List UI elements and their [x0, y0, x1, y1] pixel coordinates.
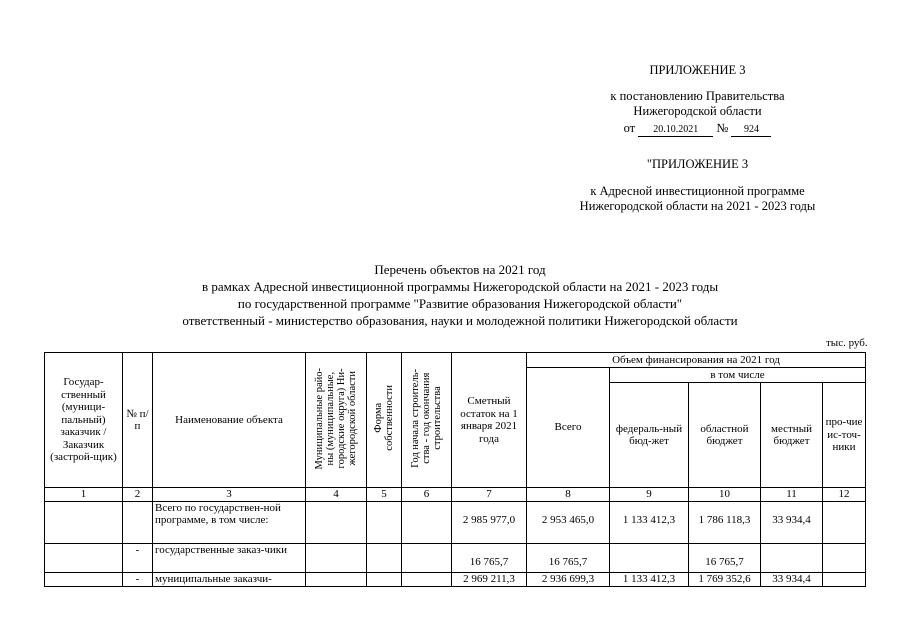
- number-label: №: [716, 121, 729, 135]
- heading-line-4: ответственный - министерство образования, науки и молодежной политики Нижегородской области: [182, 313, 738, 328]
- heading-line-3: по государственной программе "Развитие образования Нижегородской области": [237, 296, 683, 311]
- table-row: [45, 543, 866, 572]
- cell-municipal: [306, 543, 367, 572]
- cell-regional: 1 786 118,3: [689, 501, 761, 543]
- cell-local: [761, 543, 823, 572]
- header-ownership: [367, 353, 402, 488]
- cell-years: [402, 543, 452, 572]
- header-local: местный бюджет: [761, 383, 823, 488]
- column-number: 12: [823, 488, 866, 502]
- heading-line-1: Перечень объектов на 2021 год: [374, 262, 546, 277]
- header-regional: областной бюджет: [689, 383, 761, 488]
- cell-regional: 1 769 352,6: [689, 572, 761, 586]
- header-funding: Объем финансирования на 2021 год: [527, 353, 866, 368]
- years-vertical-text: Год начала строитель- ства - год окончания строительства: [410, 368, 443, 468]
- program-line-1: к Адресной инвестиционной программе: [590, 184, 805, 198]
- quoted-appendix-title: "ПРИЛОЖЕНИЕ 3: [646, 157, 749, 171]
- cell-municipal: [306, 572, 367, 586]
- cell-local: 33 934,4: [761, 572, 823, 586]
- header-name: Наименование объекта: [153, 353, 306, 488]
- cell-ownership: [367, 572, 402, 586]
- cell-customer: [45, 501, 123, 543]
- column-number: 3: [153, 488, 306, 502]
- unit-label: тыс. руб.: [826, 337, 868, 349]
- resolution-date-number: [520, 121, 875, 137]
- heading-line-2: в рамках Адресной инвестиционной программы Нижегородской области на 2021 - 2023 годы: [201, 279, 719, 294]
- header-municipal: [306, 353, 367, 488]
- column-number: 10: [689, 488, 761, 502]
- cell-total: 2 953 465,0: [527, 501, 610, 543]
- cell-ownership: [367, 543, 402, 572]
- cell-balance: 2 969 211,3: [452, 572, 527, 586]
- column-number: 9: [610, 488, 689, 502]
- cell-other: [823, 572, 866, 586]
- cell-federal: 1 133 412,3: [610, 501, 689, 543]
- objects-table: [44, 352, 866, 587]
- cell-name: государственные заказ-чики: [153, 543, 306, 572]
- header-customer: Государ-ственный (муници-пальный) заказчик / Заказчик (застрой-щик): [45, 353, 123, 488]
- header-balance: Сметный остаток на 1 января 2021 года: [452, 353, 527, 488]
- cell-other: [823, 501, 866, 543]
- table-row: [45, 501, 866, 543]
- cell-num: -: [123, 572, 153, 586]
- appendix-title: ПРИЛОЖЕНИЕ 3: [649, 63, 746, 77]
- cell-total: 16 765,7: [527, 543, 610, 572]
- column-number: 8: [527, 488, 610, 502]
- cell-other: [823, 543, 866, 572]
- column-number: 4: [306, 488, 367, 502]
- appendix-line-2: Нижегородской области: [633, 104, 762, 118]
- header-including: в том числе: [610, 368, 866, 383]
- cell-num: [123, 501, 153, 543]
- resolution-date: 20.10.2021: [638, 124, 713, 137]
- resolution-number: 924: [731, 124, 771, 137]
- table-row: [45, 572, 866, 586]
- column-number: 2: [123, 488, 153, 502]
- header-total: Всего: [527, 368, 610, 488]
- column-number: 7: [452, 488, 527, 502]
- column-number: 1: [45, 488, 123, 502]
- program-line-2: Нижегородской области на 2021 - 2023 годы: [579, 199, 816, 213]
- from-label: от: [623, 121, 636, 135]
- cell-balance: 16 765,7: [452, 543, 527, 572]
- header-num: № п/п: [123, 353, 153, 488]
- appendix-line-1: к постановлению Правительства: [610, 89, 785, 103]
- column-number: 5: [367, 488, 402, 502]
- cell-municipal: [306, 501, 367, 543]
- column-number: 11: [761, 488, 823, 502]
- cell-total: 2 936 699,3: [527, 572, 610, 586]
- header-other: про-чие ис-точ-ники: [823, 383, 866, 488]
- cell-ownership: [367, 501, 402, 543]
- cell-regional: 16 765,7: [689, 543, 761, 572]
- cell-customer: [45, 543, 123, 572]
- municipal-vertical-text: Муниципальные райо- ны (муниципальные, городские округа) Ни- жегородской области: [314, 367, 358, 469]
- cell-num: -: [123, 543, 153, 572]
- cell-name: Всего по государствен-ной программе, в том числе:: [153, 501, 306, 543]
- header-years: [402, 353, 452, 488]
- cell-federal: [610, 543, 689, 572]
- cell-years: [402, 501, 452, 543]
- header-federal: федераль-ный бюд-жет: [610, 383, 689, 488]
- cell-customer: [45, 572, 123, 586]
- cell-name: муниципальные заказчи-: [153, 572, 306, 586]
- cell-local: 33 934,4: [761, 501, 823, 543]
- cell-years: [402, 572, 452, 586]
- column-number: 6: [402, 488, 452, 502]
- cell-balance: 2 985 977,0: [452, 501, 527, 543]
- ownership-vertical-text: Форма собственности: [373, 385, 395, 452]
- cell-federal: 1 133 412,3: [610, 572, 689, 586]
